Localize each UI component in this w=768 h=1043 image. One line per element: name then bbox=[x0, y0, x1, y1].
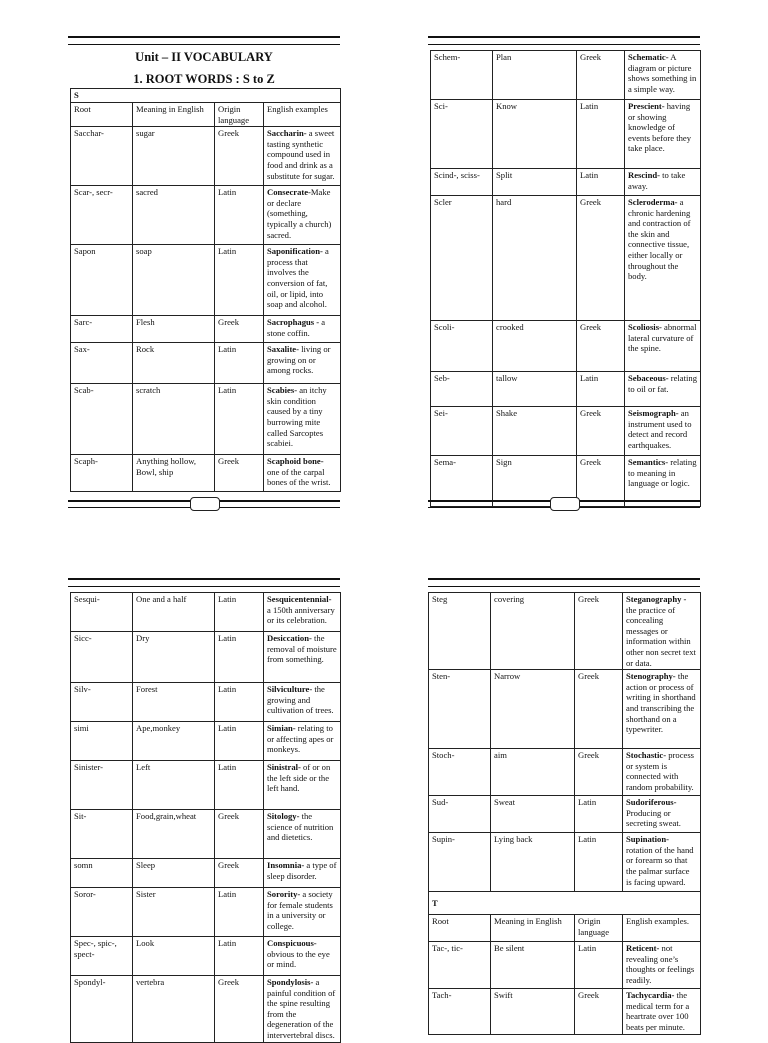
root-cell: Sacchar- bbox=[71, 127, 133, 186]
example-cell bbox=[623, 593, 701, 670]
example-definition: living or growing on or among rocks. bbox=[267, 344, 331, 376]
table-row bbox=[71, 384, 341, 455]
example-term: Semantics- bbox=[628, 457, 669, 467]
origin-cell: Greek bbox=[215, 316, 264, 343]
origin-cell: Latin bbox=[575, 942, 623, 989]
origin-cell: Greek bbox=[575, 989, 623, 1034]
origin-cell: Greek bbox=[577, 321, 625, 372]
example-definition: rotation of the hand or forearm so that the palmar surface is facing upward. bbox=[626, 844, 694, 887]
example-cell bbox=[625, 196, 701, 321]
origin-cell: Latin bbox=[215, 761, 264, 810]
col-examples-header: English examples bbox=[264, 103, 341, 127]
example-cell bbox=[264, 186, 341, 245]
meaning-cell: tallow bbox=[493, 372, 577, 407]
example-definition: relating to oil or fat. bbox=[628, 373, 697, 394]
col-origin-header: Origin language bbox=[575, 915, 623, 942]
meaning-cell: Ape,monkey bbox=[133, 722, 215, 761]
example-definition: a process that involves the conversion of fat, oil, or lipid, into soap and alcohol. bbox=[267, 246, 329, 310]
root-cell: Tach- bbox=[429, 989, 491, 1034]
example-term: Scabies- bbox=[267, 385, 298, 396]
root-words-table-1 bbox=[70, 88, 341, 492]
table-row bbox=[71, 683, 341, 722]
page-title-block bbox=[68, 46, 340, 90]
table-row bbox=[71, 888, 341, 937]
origin-cell: Latin bbox=[215, 632, 264, 683]
origin-cell: Greek bbox=[577, 196, 625, 321]
example-cell bbox=[264, 976, 341, 1043]
top-rule bbox=[68, 578, 340, 587]
example-term: Saccharin- bbox=[267, 128, 307, 139]
example-cell bbox=[623, 833, 701, 892]
example-cell bbox=[264, 859, 341, 888]
table-row bbox=[429, 593, 701, 670]
example-term: Tachycardia- bbox=[626, 990, 675, 1001]
example-cell bbox=[625, 407, 701, 456]
example-definition: not revealing one’s thoughts or feelings readily. bbox=[626, 943, 695, 985]
table-row bbox=[71, 127, 341, 186]
example-definition: the action or process of writing in shorthand and transcribing the shorthand on a typewriter. bbox=[626, 671, 696, 735]
top-rule bbox=[428, 578, 700, 587]
table-row bbox=[431, 321, 701, 372]
origin-cell: Latin bbox=[215, 384, 264, 455]
root-cell: Sit- bbox=[71, 810, 133, 859]
example-cell bbox=[264, 455, 341, 492]
example-term: Schematic- bbox=[628, 52, 669, 62]
example-term: Steganography - bbox=[626, 594, 687, 604]
example-cell bbox=[625, 321, 701, 372]
meaning-cell: aim bbox=[491, 749, 575, 796]
origin-cell: Greek bbox=[575, 593, 623, 670]
table-row bbox=[429, 942, 701, 989]
table-row bbox=[431, 100, 701, 169]
root-cell: Silv- bbox=[71, 683, 133, 722]
root-cell: Steg bbox=[429, 593, 491, 670]
table-row bbox=[71, 810, 341, 859]
example-term: Stenography- bbox=[626, 671, 676, 682]
example-cell bbox=[264, 722, 341, 761]
meaning-cell: Narrow bbox=[491, 670, 575, 749]
root-cell: Soror- bbox=[71, 888, 133, 937]
example-definition: relating to meaning in language or logic. bbox=[628, 457, 697, 489]
root-words-table-4 bbox=[428, 592, 701, 1035]
top-rule bbox=[68, 36, 340, 45]
root-cell: Tac-, tic- bbox=[429, 942, 491, 989]
root-cell: Supin- bbox=[429, 833, 491, 892]
root-cell: Schem- bbox=[431, 51, 493, 100]
table-row bbox=[71, 859, 341, 888]
table-row bbox=[71, 245, 341, 316]
table-row bbox=[71, 593, 341, 632]
example-definition: having or showing knowledge of events before they take place. bbox=[628, 101, 691, 154]
section-title: 1. ROOT WORDS : S to Z bbox=[133, 72, 275, 86]
origin-cell: Greek bbox=[577, 456, 625, 507]
example-definition: one of the carpal bones of the wrist. bbox=[267, 466, 331, 488]
meaning-cell: Sweat bbox=[491, 796, 575, 833]
example-term: Seismograph- bbox=[628, 408, 679, 418]
example-cell bbox=[264, 245, 341, 316]
example-definition: the medical term for a heartrate over 100 beats per minute. bbox=[626, 990, 690, 1032]
example-term: Sudoriferous- bbox=[626, 797, 677, 808]
meaning-cell: Lying back bbox=[491, 833, 575, 892]
example-cell bbox=[625, 100, 701, 169]
origin-cell: Greek bbox=[215, 859, 264, 888]
example-cell bbox=[264, 343, 341, 384]
root-cell: Scind-, sciss- bbox=[431, 169, 493, 196]
root-cell: Stoch- bbox=[429, 749, 491, 796]
root-cell: Sesqui- bbox=[71, 593, 133, 632]
root-cell: Sapon bbox=[71, 245, 133, 316]
meaning-cell: Anything hollow, Bowl, ship bbox=[133, 455, 215, 492]
table-row bbox=[431, 196, 701, 321]
meaning-cell: Swift bbox=[491, 989, 575, 1034]
col-root-header: Root bbox=[71, 103, 133, 127]
col-examples-header: English examples. bbox=[623, 915, 701, 942]
origin-cell: Greek bbox=[577, 407, 625, 456]
example-term: Sebaceous- bbox=[628, 373, 669, 383]
table-row bbox=[71, 343, 341, 384]
origin-cell: Latin bbox=[215, 593, 264, 632]
example-definition: of or on the left side or the left hand. bbox=[267, 762, 331, 794]
page-tab bbox=[190, 497, 220, 511]
example-definition: process or system is connected with random probability. bbox=[626, 750, 695, 792]
example-definition: a chronic hardening and contraction of the skin and connective tissue, either locally or throughout the body. bbox=[628, 197, 691, 282]
origin-cell: Greek bbox=[215, 810, 264, 859]
table-row bbox=[71, 186, 341, 245]
example-cell bbox=[625, 456, 701, 507]
root-cell: Scaph- bbox=[71, 455, 133, 492]
meaning-cell: vertebra bbox=[133, 976, 215, 1043]
example-definition: relating to or affecting apes or monkeys. bbox=[267, 723, 334, 755]
example-cell bbox=[625, 169, 701, 196]
example-definition: A diagram or picture shows something in a simple way. bbox=[628, 52, 697, 94]
origin-cell: Latin bbox=[215, 888, 264, 937]
example-definition: a stone coffin. bbox=[267, 317, 326, 338]
top-rule bbox=[428, 36, 700, 45]
table-row bbox=[431, 372, 701, 407]
meaning-cell: Sister bbox=[133, 888, 215, 937]
origin-cell: Latin bbox=[577, 372, 625, 407]
root-cell: Sax- bbox=[71, 343, 133, 384]
example-term: Saxalite- bbox=[267, 344, 299, 355]
example-term: Sacrophagus - bbox=[267, 317, 320, 328]
example-term: Spondylosis- bbox=[267, 977, 314, 987]
meaning-cell: Split bbox=[493, 169, 577, 196]
root-cell: Scab- bbox=[71, 384, 133, 455]
table-row bbox=[71, 761, 341, 810]
origin-cell: Latin bbox=[577, 100, 625, 169]
panel-bottom-left bbox=[68, 578, 340, 1040]
example-term: Scaphoid bone- bbox=[267, 456, 324, 467]
meaning-cell: Dry bbox=[133, 632, 215, 683]
origin-cell: Latin bbox=[215, 186, 264, 245]
root-cell: Sten- bbox=[429, 670, 491, 749]
example-cell bbox=[264, 937, 341, 976]
panel-bottom-right bbox=[428, 578, 700, 1032]
example-term: Rescind- bbox=[628, 170, 660, 180]
example-cell bbox=[264, 316, 341, 343]
origin-cell: Greek bbox=[575, 749, 623, 796]
root-cell: Sei- bbox=[431, 407, 493, 456]
col-meaning-header: Meaning in English bbox=[491, 915, 575, 942]
table-row bbox=[71, 722, 341, 761]
panel-top-right bbox=[428, 34, 700, 514]
example-definition: obvious to the eye or mind. bbox=[267, 948, 330, 970]
example-term: Sinistral- bbox=[267, 762, 301, 772]
example-term: Sitology- bbox=[267, 811, 300, 821]
root-cell: Sinister- bbox=[71, 761, 133, 810]
root-cell: Spondyl- bbox=[71, 976, 133, 1043]
meaning-cell: hard bbox=[493, 196, 577, 321]
meaning-cell: Sign bbox=[493, 456, 577, 507]
example-term: Scleroderma- bbox=[628, 197, 678, 207]
col-meaning-header: Meaning in English bbox=[133, 103, 215, 127]
origin-cell: Greek bbox=[575, 670, 623, 749]
origin-cell: Latin bbox=[215, 245, 264, 316]
example-term: Scoliosis- bbox=[628, 322, 662, 332]
example-cell bbox=[623, 749, 701, 796]
meaning-cell: Food,grain,wheat bbox=[133, 810, 215, 859]
example-cell bbox=[264, 683, 341, 722]
origin-cell: Greek bbox=[215, 455, 264, 492]
example-definition: a type of sleep disorder. bbox=[267, 860, 337, 881]
root-cell: Spec-, spic-, spect- bbox=[71, 937, 133, 976]
origin-cell: Latin bbox=[215, 683, 264, 722]
letter-row bbox=[71, 89, 341, 103]
origin-cell: Greek bbox=[215, 127, 264, 186]
table-row bbox=[431, 51, 701, 100]
meaning-cell: One and a half bbox=[133, 593, 215, 632]
example-term: Consecrate- bbox=[267, 187, 311, 198]
example-term: Saponification- bbox=[267, 246, 323, 257]
example-definition: a 150th anniversary or its celebration. bbox=[267, 604, 335, 626]
example-term: Sesquicentennial- bbox=[267, 594, 332, 604]
origin-cell: Latin bbox=[577, 169, 625, 196]
table-row bbox=[71, 976, 341, 1043]
table-row bbox=[71, 632, 341, 683]
root-cell: Sema- bbox=[431, 456, 493, 507]
example-term: Silviculture- bbox=[267, 684, 313, 694]
meaning-cell: Rock bbox=[133, 343, 215, 384]
example-term: Desiccation- bbox=[267, 633, 312, 643]
letter-heading: S bbox=[74, 90, 79, 100]
example-definition: a sweet tasting synthetic compound used in food and drink as a substitute for sugar. bbox=[267, 128, 335, 181]
origin-cell: Latin bbox=[575, 833, 623, 892]
col-root-header: Root bbox=[429, 915, 491, 942]
meaning-cell: Flesh bbox=[133, 316, 215, 343]
col-origin-header: Origin language bbox=[215, 103, 264, 127]
example-cell bbox=[264, 632, 341, 683]
table-row bbox=[429, 670, 701, 749]
example-definition: the science of nutrition and dietetics. bbox=[267, 811, 334, 843]
example-definition: a painful condition of the spine resulting from the degeneration of the intervertebral discs. bbox=[267, 977, 336, 1040]
root-cell: Sud- bbox=[429, 796, 491, 833]
example-term: Reticent- bbox=[626, 943, 660, 954]
root-cell: somn bbox=[71, 859, 133, 888]
header-row bbox=[429, 915, 701, 942]
example-cell bbox=[625, 51, 701, 100]
example-definition: a society for female students in a university or college. bbox=[267, 889, 333, 931]
example-cell bbox=[264, 888, 341, 937]
meaning-cell: sacred bbox=[133, 186, 215, 245]
example-cell bbox=[264, 810, 341, 859]
example-term: Sorority- bbox=[267, 889, 301, 899]
root-cell: simi bbox=[71, 722, 133, 761]
table-row bbox=[429, 749, 701, 796]
root-cell: Sarc- bbox=[71, 316, 133, 343]
meaning-cell: soap bbox=[133, 245, 215, 316]
root-cell: Sci- bbox=[431, 100, 493, 169]
meaning-cell: Look bbox=[133, 937, 215, 976]
header-row bbox=[71, 103, 341, 127]
origin-cell: Greek bbox=[577, 51, 625, 100]
panel-top-left bbox=[68, 34, 340, 514]
root-words-table-3 bbox=[70, 592, 341, 1043]
table-row bbox=[429, 833, 701, 892]
example-cell bbox=[264, 761, 341, 810]
root-cell: Sicc- bbox=[71, 632, 133, 683]
root-cell: Scler bbox=[431, 196, 493, 321]
example-cell bbox=[623, 942, 701, 989]
example-cell bbox=[623, 670, 701, 749]
meaning-cell: covering bbox=[491, 593, 575, 670]
meaning-cell: sugar bbox=[133, 127, 215, 186]
example-term: Supination- bbox=[626, 834, 669, 845]
table-row bbox=[431, 407, 701, 456]
root-cell: Seb- bbox=[431, 372, 493, 407]
meaning-cell: Sleep bbox=[133, 859, 215, 888]
example-definition: Producing or secreting sweat. bbox=[626, 807, 681, 829]
example-definition: an instrument used to detect and record earthquakes. bbox=[628, 408, 692, 450]
example-definition: abnormal lateral curvature of the spine. bbox=[628, 322, 697, 354]
letter-row bbox=[429, 892, 701, 915]
table-row bbox=[429, 796, 701, 833]
example-definition: the practice of concealing messages or information within other non secret text or data. bbox=[626, 604, 696, 668]
example-term: Conspicuous- bbox=[267, 938, 317, 948]
table-row bbox=[71, 455, 341, 492]
origin-cell: Greek bbox=[215, 976, 264, 1043]
table-row bbox=[71, 937, 341, 976]
example-term: Insomnia- bbox=[267, 860, 305, 870]
example-definition: an itchy skin condition caused by a tiny burrowing mite called Sarcoptes scabiei. bbox=[267, 385, 327, 449]
example-cell bbox=[623, 989, 701, 1034]
origin-cell: Latin bbox=[575, 796, 623, 833]
meaning-cell: crooked bbox=[493, 321, 577, 372]
example-cell bbox=[264, 127, 341, 186]
page-tab bbox=[550, 497, 580, 511]
meaning-cell: Left bbox=[133, 761, 215, 810]
origin-cell: Latin bbox=[215, 937, 264, 976]
table-row bbox=[71, 316, 341, 343]
example-definition: Make or declare (something, typically a church) sacred. bbox=[267, 187, 332, 240]
table-row bbox=[429, 989, 701, 1034]
example-definition: the growing and cultivation of trees. bbox=[267, 684, 334, 716]
origin-cell: Latin bbox=[215, 722, 264, 761]
meaning-cell: Know bbox=[493, 100, 577, 169]
meaning-cell: Plan bbox=[493, 51, 577, 100]
example-definition: to take away. bbox=[628, 170, 686, 191]
meaning-cell: Forest bbox=[133, 683, 215, 722]
example-cell bbox=[625, 372, 701, 407]
example-term: Prescient- bbox=[628, 101, 665, 111]
root-cell: Scoli- bbox=[431, 321, 493, 372]
example-cell bbox=[623, 796, 701, 833]
example-cell bbox=[264, 384, 341, 455]
root-cell: Scar-, secr- bbox=[71, 186, 133, 245]
meaning-cell: Be silent bbox=[491, 942, 575, 989]
example-term: Simian- bbox=[267, 723, 296, 733]
table-row bbox=[431, 169, 701, 196]
root-words-table-2 bbox=[430, 50, 701, 507]
letter-heading: T bbox=[432, 897, 438, 908]
origin-cell: Latin bbox=[215, 343, 264, 384]
meaning-cell: scratch bbox=[133, 384, 215, 455]
example-definition: the removal of moisture from something. bbox=[267, 633, 337, 665]
unit-title: Unit – II VOCABULARY bbox=[135, 50, 273, 64]
example-cell bbox=[264, 593, 341, 632]
meaning-cell: Shake bbox=[493, 407, 577, 456]
example-term: Stochastic- bbox=[626, 750, 667, 761]
